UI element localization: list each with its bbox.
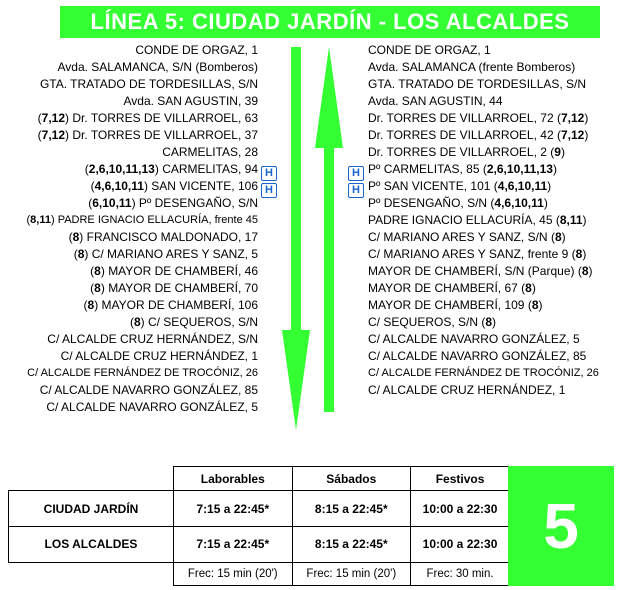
stop-row bbox=[26, 382, 258, 399]
stop-row bbox=[368, 127, 599, 144]
stop-row bbox=[26, 399, 258, 416]
connecting-lines: 4,6,10,11 bbox=[94, 179, 144, 193]
stop-paren-close: ) bbox=[552, 162, 557, 176]
stop-name: CONDE DE ORGAZ, 1 bbox=[368, 43, 491, 57]
stop-row bbox=[26, 127, 258, 144]
connecting-lines: 8 bbox=[531, 298, 539, 312]
stop-name: ) FRANCISCO MALDONADO, 17 bbox=[79, 230, 258, 244]
stop-row bbox=[368, 365, 599, 382]
stop-paren-close: ) bbox=[584, 128, 589, 142]
connecting-lines: 8,11 bbox=[559, 213, 583, 227]
stop-name: ) Dr. TORRES DE VILLARROEL, 63 bbox=[65, 111, 258, 125]
header-laborables: Laborables bbox=[174, 467, 293, 491]
stop-name: CARMELITAS, 28 bbox=[162, 145, 258, 159]
stop-paren: ( bbox=[90, 281, 95, 295]
stop-name: GTA. TRATADO DE TORDESILLAS, S/N bbox=[39, 77, 258, 91]
stop-paren: ( bbox=[37, 111, 42, 125]
stop-paren: ( bbox=[550, 230, 555, 244]
stop-row bbox=[368, 59, 599, 76]
frequency-cell: Frec: 30 min. bbox=[411, 562, 510, 585]
stop-row bbox=[368, 348, 599, 365]
stop-name: C/ ALCALDE NAVARRO GONZÁLEZ, 5 bbox=[46, 400, 258, 414]
stop-name: C/ ALCALDE NAVARRO GONZÁLEZ, 85 bbox=[368, 349, 587, 363]
stop-name: ) MAYOR DE CHAMBERÍ, 70 bbox=[100, 281, 258, 295]
stop-paren: ( bbox=[482, 162, 487, 176]
time-cell: 10:00 a 22:30 bbox=[411, 527, 510, 563]
connecting-lines: 8 bbox=[575, 247, 583, 261]
stop-paren: ( bbox=[83, 298, 88, 312]
line-number-badge: 5 bbox=[508, 466, 614, 586]
stop-row bbox=[26, 263, 258, 280]
stop-name: ) C/ SEQUEROS, S/N bbox=[140, 315, 258, 329]
stop-name: PADRE IGNACIO ELLACURÍA, 45 bbox=[368, 213, 556, 227]
outbound-stop-list bbox=[26, 42, 258, 416]
stop-name: ) C/ MARIANO ARES Y SANZ, 5 bbox=[84, 247, 258, 261]
stop-name: MAYOR DE CHAMBERÍ, 67 bbox=[368, 281, 522, 295]
stop-name: MAYOR DE CHAMBERÍ, S/N (Parque) bbox=[368, 264, 578, 278]
table-corner bbox=[9, 467, 174, 491]
stop-name: Dr. TORRES DE VILLARROEL, 72 bbox=[368, 111, 557, 125]
stop-name: MAYOR DE CHAMBERÍ, 109 bbox=[368, 298, 528, 312]
connecting-lines: 4,6,10,11 bbox=[494, 196, 544, 210]
stop-row bbox=[26, 59, 258, 76]
connecting-lines: 6,10,11 bbox=[92, 196, 132, 210]
connecting-lines: 8 bbox=[94, 264, 101, 278]
stop-row bbox=[368, 76, 599, 93]
stop-name: Pº CARMELITAS, 85 bbox=[368, 162, 483, 176]
down-arrow-icon bbox=[282, 47, 310, 430]
stop-paren: ( bbox=[550, 145, 555, 159]
stop-paren: ( bbox=[73, 247, 78, 261]
stop-paren: ( bbox=[577, 264, 582, 278]
stop-row bbox=[368, 263, 599, 280]
hospital-icon: H bbox=[348, 166, 364, 181]
stop-paren: ( bbox=[490, 196, 495, 210]
stop-name: C/ SEQUEROS, S/N bbox=[368, 315, 482, 329]
stop-row bbox=[26, 331, 258, 348]
stop-row bbox=[368, 212, 599, 229]
stop-name: C/ ALCALDE NAVARRO GONZÁLEZ, 85 bbox=[39, 383, 258, 397]
stop-row bbox=[368, 42, 599, 59]
stop-paren-close: ) bbox=[582, 213, 587, 227]
stop-row bbox=[26, 195, 258, 212]
stop-paren: ( bbox=[90, 264, 95, 278]
stop-name: ) PADRE IGNACIO ELLACURÍA, frente 45 bbox=[50, 214, 258, 226]
stop-row bbox=[368, 178, 599, 195]
header-festivos: Festivos bbox=[411, 467, 510, 491]
stop-name: ) CARMELITAS, 94 bbox=[154, 162, 258, 176]
connecting-lines: 2,6,10,11,13 bbox=[88, 162, 155, 176]
stop-paren: ( bbox=[555, 213, 560, 227]
stop-name: Dr. TORRES DE VILLARROEL, 2 bbox=[368, 145, 551, 159]
time-cell: 8:15 a 22:45* bbox=[292, 527, 411, 563]
connecting-lines: 8 bbox=[72, 230, 80, 244]
connecting-lines: 8 bbox=[133, 315, 141, 329]
stop-row bbox=[26, 229, 258, 246]
connecting-lines: 4,6,10,11 bbox=[497, 179, 548, 193]
time-cell: 7:15 a 22:45* bbox=[174, 491, 293, 527]
connecting-lines: 7,12 bbox=[41, 111, 66, 125]
stop-name: CONDE DE ORGAZ, 1 bbox=[135, 43, 258, 57]
stop-paren-close: ) bbox=[538, 298, 543, 312]
stop-paren: ( bbox=[90, 179, 95, 193]
connecting-lines: 8 bbox=[525, 281, 532, 295]
header-sabados: Sábados bbox=[292, 467, 411, 491]
stop-paren: ( bbox=[493, 179, 498, 193]
stop-paren-close: ) bbox=[531, 281, 536, 295]
stop-name: Pº DESENGAÑO, S/N bbox=[368, 196, 491, 210]
stop-row bbox=[368, 297, 599, 314]
stop-row bbox=[26, 144, 258, 161]
stop-paren: ( bbox=[37, 128, 42, 142]
stop-row bbox=[26, 42, 258, 59]
frequency-cell: Frec: 15 min (20') bbox=[292, 562, 411, 585]
connecting-lines: 7,12 bbox=[560, 128, 585, 142]
stop-paren: ( bbox=[68, 230, 73, 244]
stop-row bbox=[26, 178, 258, 195]
stop-paren: ( bbox=[26, 214, 31, 226]
return-stop-list bbox=[368, 42, 599, 399]
stop-name: ) Pº DESENGAÑO, S/N bbox=[131, 196, 258, 210]
stop-row bbox=[26, 297, 258, 314]
connecting-lines: 9 bbox=[554, 145, 561, 159]
stop-name: C/ MARIANO ARES Y SANZ, S/N bbox=[368, 230, 551, 244]
stop-row bbox=[26, 161, 258, 178]
stop-row bbox=[368, 229, 599, 246]
stop-row bbox=[26, 348, 258, 365]
stop-name: Pº SAN VICENTE, 101 bbox=[368, 179, 494, 193]
stop-name: C/ ALCALDE FERNÁNDEZ DE TROCÓNIZ, 26 bbox=[368, 367, 599, 379]
stop-paren: ( bbox=[88, 196, 93, 210]
stop-row bbox=[368, 331, 599, 348]
up-arrow-icon bbox=[315, 47, 343, 412]
stop-row bbox=[368, 161, 599, 178]
connecting-lines: 2,6,10,11,13 bbox=[486, 162, 553, 176]
stop-paren-close: ) bbox=[584, 111, 589, 125]
time-cell: 7:15 a 22:45* bbox=[174, 527, 293, 563]
stop-row bbox=[368, 314, 599, 331]
stop-name: GTA. TRATADO DE TORDESILLAS, S/N bbox=[368, 77, 587, 91]
connecting-lines: 8 bbox=[87, 298, 95, 312]
stop-paren-close: ) bbox=[547, 179, 552, 193]
connecting-lines: 8 bbox=[581, 264, 589, 278]
stop-paren: ( bbox=[571, 247, 576, 261]
stop-paren: ( bbox=[481, 315, 486, 329]
row-name: LOS ALCALDES bbox=[9, 527, 174, 563]
stop-paren: ( bbox=[129, 315, 134, 329]
connecting-lines: 8 bbox=[77, 247, 85, 261]
stop-row bbox=[26, 110, 258, 127]
stop-paren-close: ) bbox=[543, 196, 548, 210]
connecting-lines: 8,11 bbox=[30, 214, 51, 226]
stop-paren-close: ) bbox=[561, 230, 566, 244]
stop-name: Avda. SALAMANCA (frente Bomberos) bbox=[368, 60, 576, 74]
hospital-icon: H bbox=[261, 166, 277, 181]
stop-row bbox=[368, 110, 599, 127]
frequency-cell: Frec: 15 min (20') bbox=[174, 562, 293, 585]
stop-name: ) Dr. TORRES DE VILLARROEL, 37 bbox=[65, 128, 258, 142]
stop-row bbox=[368, 280, 599, 297]
stop-row bbox=[368, 93, 599, 110]
stop-name: C/ ALCALDE NAVARRO GONZÁLEZ, 5 bbox=[368, 332, 580, 346]
stop-paren: ( bbox=[556, 111, 561, 125]
stop-name: ) SAN VICENTE, 106 bbox=[143, 179, 258, 193]
time-cell: 10:00 a 22:30 bbox=[411, 491, 510, 527]
connecting-lines: 7,12 bbox=[560, 111, 585, 125]
stop-paren-close: ) bbox=[582, 247, 587, 261]
stop-row bbox=[26, 93, 258, 110]
stop-row bbox=[26, 246, 258, 263]
stop-row bbox=[26, 280, 258, 297]
stop-row bbox=[26, 212, 258, 229]
stop-paren-close: ) bbox=[560, 145, 565, 159]
stop-row bbox=[368, 246, 599, 263]
hospital-icon: H bbox=[261, 183, 277, 198]
stop-row bbox=[368, 144, 599, 161]
line-title: LÍNEA 5: CIUDAD JARDÍN - LOS ALCALDES bbox=[60, 6, 600, 38]
stop-paren-close: ) bbox=[588, 264, 593, 278]
schedule-table bbox=[8, 466, 510, 586]
stop-name: ) MAYOR DE CHAMBERÍ, 46 bbox=[100, 264, 258, 278]
stop-name: C/ ALCALDE CRUZ HERNÁNDEZ, 1 bbox=[368, 383, 566, 397]
stop-row bbox=[368, 195, 599, 212]
row-name: CIUDAD JARDÍN bbox=[9, 491, 174, 527]
connecting-lines: 8 bbox=[554, 230, 562, 244]
stop-paren: ( bbox=[527, 298, 532, 312]
stop-row bbox=[26, 314, 258, 331]
stop-paren: ( bbox=[84, 162, 89, 176]
stop-row bbox=[26, 365, 258, 382]
stop-name: C/ ALCALDE FERNÁNDEZ DE TROCÓNIZ, 26 bbox=[27, 367, 258, 379]
stop-name: Dr. TORRES DE VILLARROEL, 42 bbox=[368, 128, 557, 142]
stop-name: C/ ALCALDE CRUZ HERNÁNDEZ, S/N bbox=[47, 332, 258, 346]
stop-name: Avda. SAN AGUSTIN, 44 bbox=[368, 94, 503, 108]
stop-paren-close: ) bbox=[492, 315, 497, 329]
connecting-lines: 8 bbox=[94, 281, 101, 295]
time-cell: 8:15 a 22:45* bbox=[292, 491, 411, 527]
connecting-lines: 7,12 bbox=[41, 128, 66, 142]
stop-name: C/ MARIANO ARES Y SANZ, frente 9 bbox=[368, 247, 572, 261]
stop-name: Avda. SAN AGUSTIN, 39 bbox=[123, 94, 258, 108]
stop-paren: ( bbox=[521, 281, 526, 295]
stop-name: C/ ALCALDE CRUZ HERNÁNDEZ, 1 bbox=[60, 349, 258, 363]
connecting-lines: 8 bbox=[485, 315, 493, 329]
stop-name: Avda. SALAMANCA, S/N (Bomberos) bbox=[57, 60, 258, 74]
stop-paren: ( bbox=[556, 128, 561, 142]
stop-name: ) MAYOR DE CHAMBERÍ, 106 bbox=[94, 298, 258, 312]
hospital-icon: H bbox=[348, 183, 364, 198]
stop-row bbox=[26, 76, 258, 93]
stop-row bbox=[368, 382, 599, 399]
freq-blank bbox=[9, 562, 174, 585]
